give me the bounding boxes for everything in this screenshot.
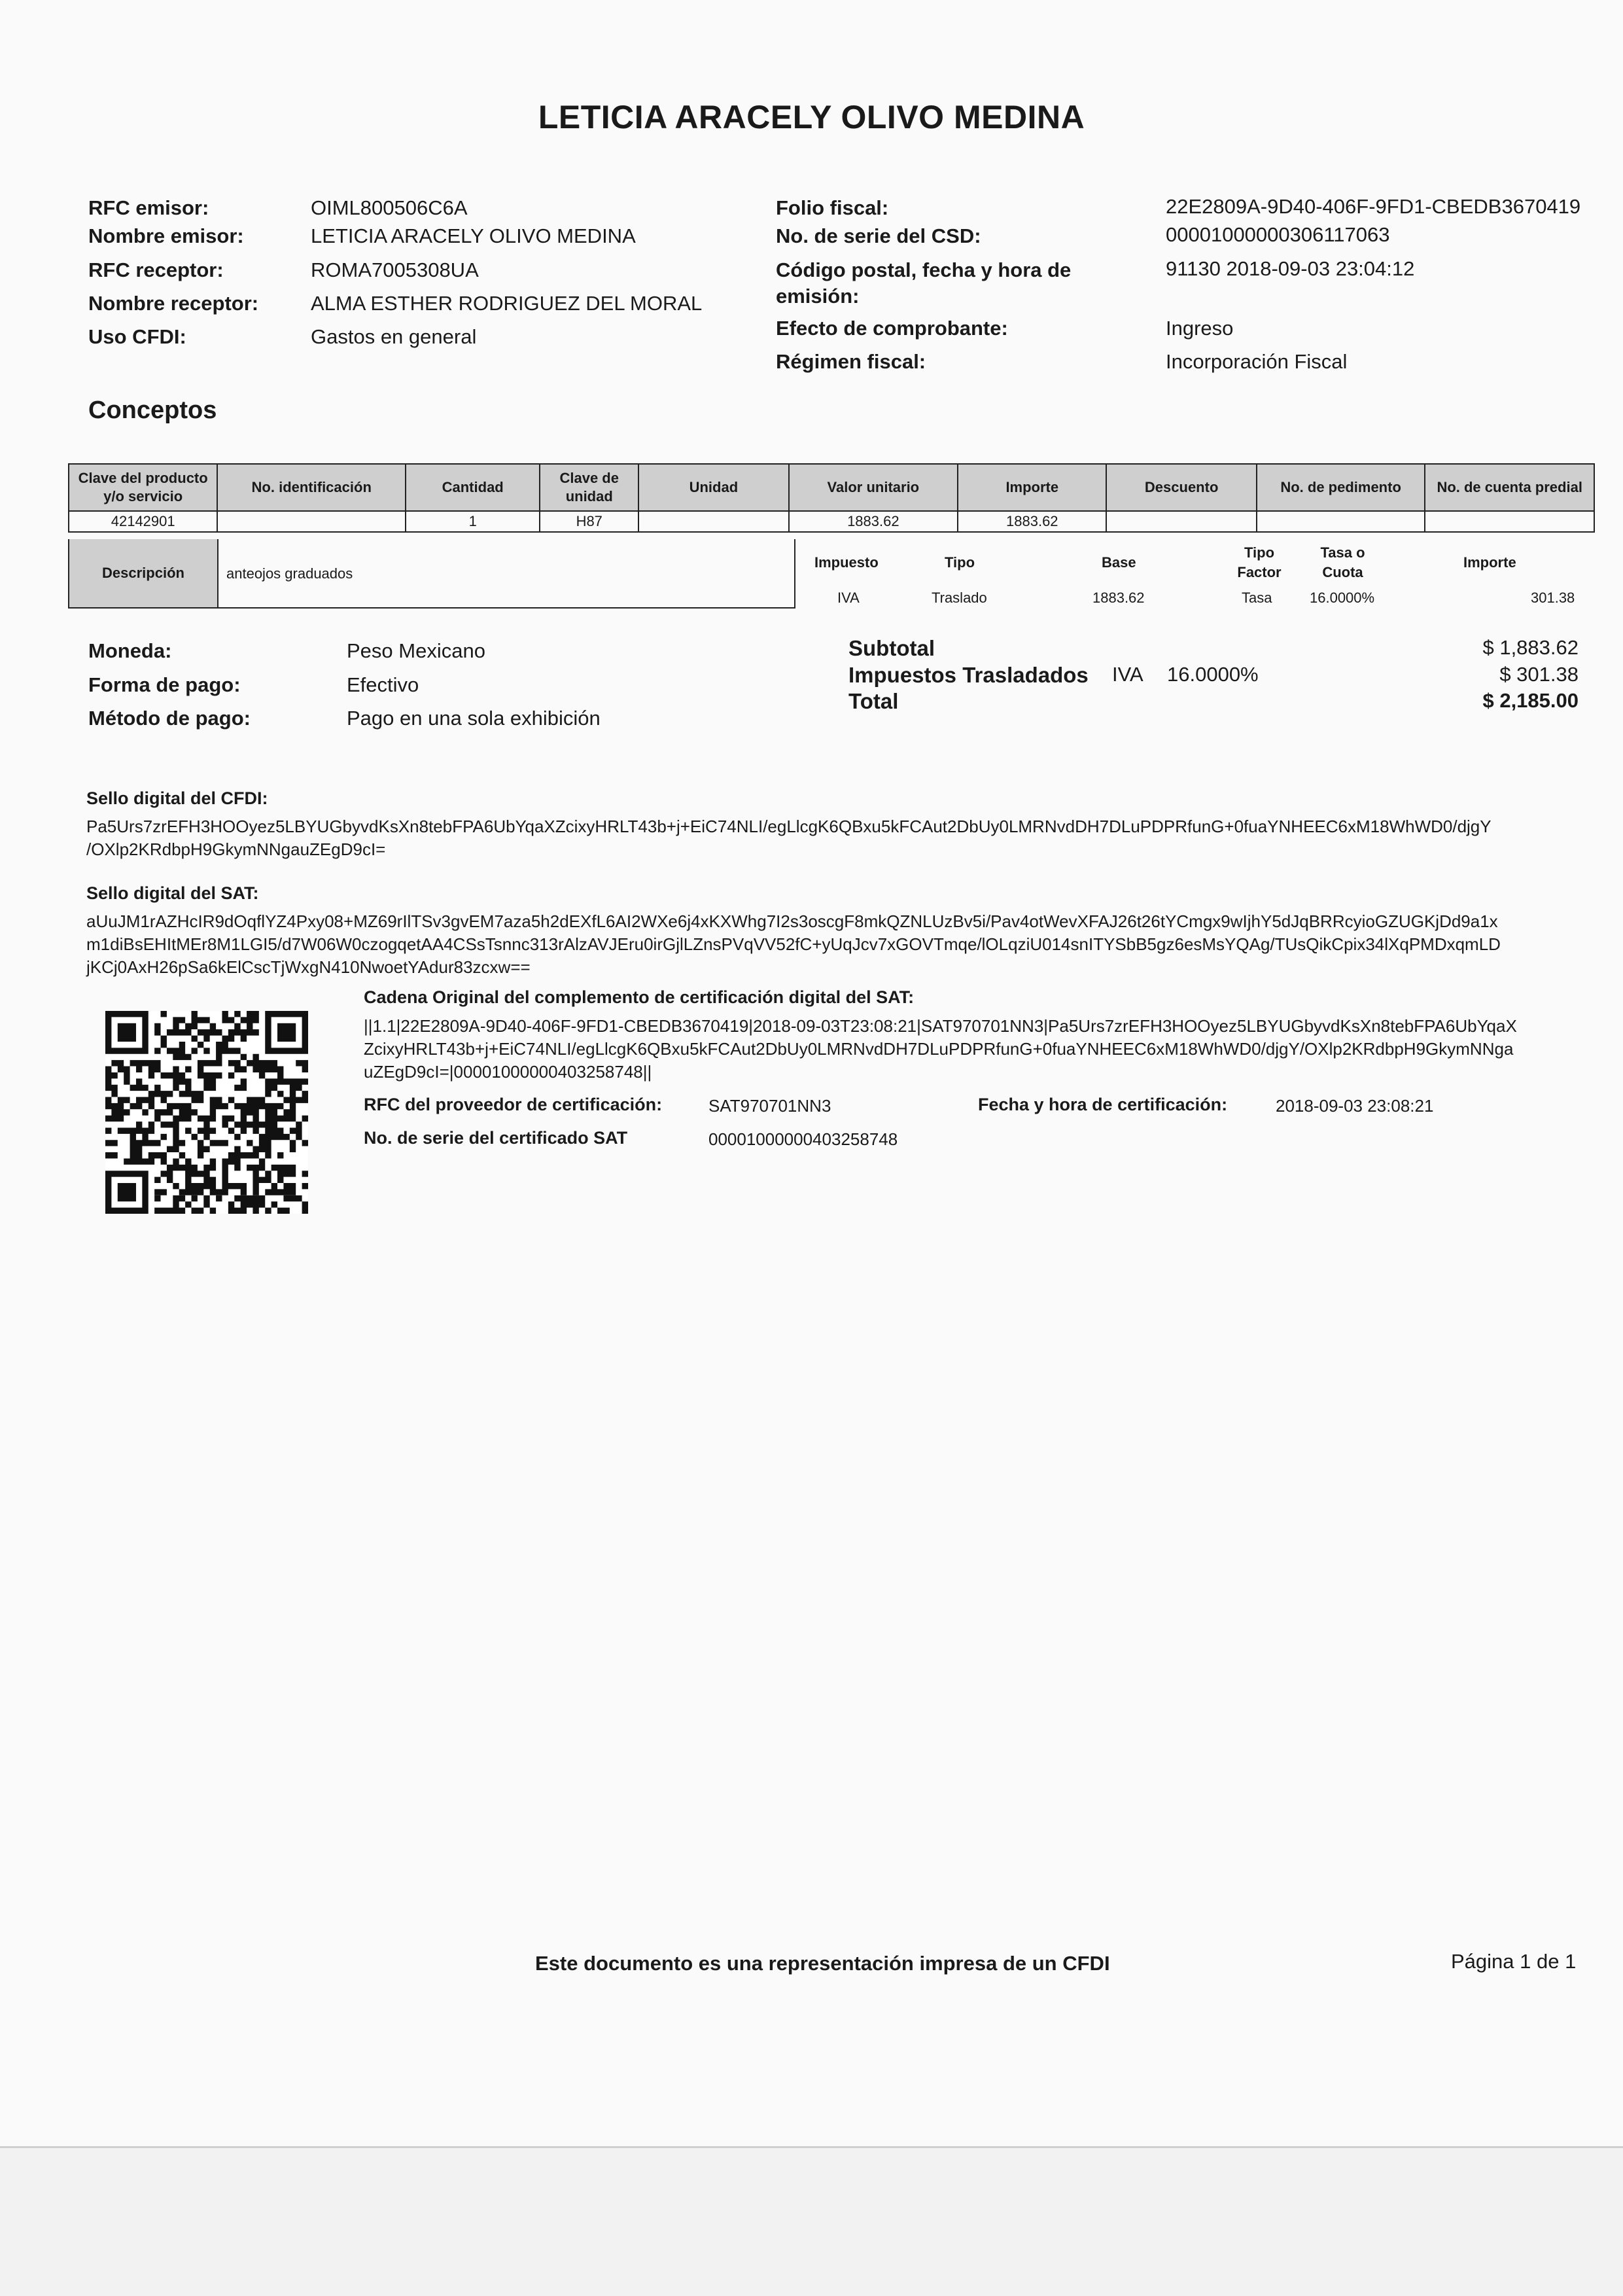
total-label: Total [848, 689, 899, 713]
descripcion-label: Descripción [69, 539, 218, 607]
impuestos-trasladados-tasa: 16.0000% [1167, 663, 1259, 686]
cp-fecha-label-line1: Código postal, fecha y hora de [776, 258, 1072, 281]
moneda-value: Peso Mexicano [347, 639, 485, 662]
col-header: Cantidad [406, 464, 540, 511]
descripcion-box [68, 539, 795, 609]
cadena-original-line: ||1.1|22E2809A-9D40-406F-9FD1-CBEDB3670419|2018-09-03T23:08:21|SAT970701NN3|Pa5Urs7zrEFH3HOOyez5LBYUGbyvdKsXn8tebFPA6UbYqaX [364, 1016, 1517, 1036]
cp-fecha-value: 91130 2018-09-03 23:04:12 [1166, 257, 1415, 280]
metodo-pago-label: Método de pago: [88, 707, 251, 730]
table-cell: 1883.62 [789, 511, 958, 532]
subtotal-label: Subtotal [848, 636, 935, 660]
rfc-receptor-value: ROMA7005308UA [311, 258, 479, 281]
qr-finder-pattern [105, 1171, 148, 1214]
serie-csd-value: 00001000000306117063 [1166, 223, 1390, 246]
col-header: Clave de unidad [540, 464, 638, 511]
rfc-proveedor-label: RFC del proveedor de certificación: [364, 1095, 663, 1114]
regimen-label: Régimen fiscal: [776, 350, 926, 373]
nombre-emisor-value: LETICIA ARACELY OLIVO MEDINA [311, 224, 636, 247]
descripcion-value: anteojos graduados [226, 565, 353, 582]
tax-tasa: 16.0000% [1310, 590, 1375, 606]
moneda-label: Moneda: [88, 639, 172, 662]
sello-cfdi-label: Sello digital del CFDI: [86, 788, 268, 808]
cadena-original-line: uZEgD9cI=|00001000000403258748|| [364, 1062, 652, 1082]
tax-impuesto: IVA [837, 590, 860, 606]
uso-cfdi-label: Uso CFDI: [88, 325, 186, 348]
table-cell [1106, 511, 1256, 532]
col-header: Descuento [1106, 464, 1256, 511]
col-header: No. de cuenta predial [1425, 464, 1594, 511]
tax-header-impuesto: Impuesto [814, 554, 879, 571]
impuestos-trasladados-tipo: IVA [1112, 663, 1143, 686]
sello-cfdi-value [86, 815, 1597, 861]
cp-fecha-label-line2: emisión: [776, 285, 860, 308]
efecto-label: Efecto de comprobante: [776, 317, 1008, 340]
rfc-emisor-value: OIML800506C6A [311, 196, 468, 219]
tax-base: 1883.62 [1092, 590, 1145, 606]
nombre-receptor-value: ALMA ESTHER RODRIGUEZ DEL MORAL [311, 292, 703, 315]
tax-header-tipo-factor [1230, 543, 1289, 582]
fecha-certificacion-label: Fecha y hora de certificación: [978, 1095, 1228, 1114]
table-row [69, 511, 1594, 532]
sello-sat-line: m1diBsEHItMEr8M1LGI5/d7W06W0czogqetAA4CSsTsnnc313rAlzAVJEru0irGjlLZnsPVqVV52fC+yUqJcv7xGOVTmqe/lOLqziU014snITYSbB5gz6esMsYQAg/TUsQikCpix34lXqPMDxqmLD [86, 934, 1501, 954]
page-number: Página 1 de 1 [1451, 1950, 1577, 1973]
tax-header-tipo: Tipo [945, 554, 975, 571]
qr-finder-pattern [265, 1011, 308, 1054]
rfc-proveedor-value: SAT970701NN3 [708, 1096, 831, 1116]
serie-certificado-sat-value: 00001000000403258748 [708, 1129, 898, 1149]
table-cell: 1883.62 [958, 511, 1106, 532]
sello-sat-line: jKCj0AxH26pSa6kElCscTjWxgN410NwoetYAdur83zcxw== [86, 957, 531, 977]
table-cell [217, 511, 406, 532]
qr-finder-pattern [105, 1011, 148, 1054]
nombre-emisor-label: Nombre emisor: [88, 224, 244, 247]
col-header: Unidad [638, 464, 788, 511]
serie-csd-label: No. de serie del CSD: [776, 224, 981, 247]
col-header: No. identificación [217, 464, 406, 511]
col-header: No. de pedimento [1257, 464, 1425, 511]
tax-tipo-factor: Tasa [1242, 590, 1272, 606]
forma-pago-value: Efectivo [347, 673, 419, 696]
sello-cfdi-line: Pa5Urs7zrEFH3HOOyez5LBYUGbyvdKsXn8tebFPA6UbYqaXZcixyHRLT43b+j+EiC74NLI/egLlcgK6QBxu5kFCAut2DbUy0LMRNvdDH7DLuPDPRfunG+0fuaYNHEEC6xM18WhWD0/djgY [86, 817, 1492, 836]
table-cell [638, 511, 788, 532]
tax-header-tasa-line1: Tasa o [1320, 544, 1365, 561]
impuestos-trasladados-label: Impuestos Trasladados [848, 663, 1089, 687]
qr-code [105, 1011, 308, 1214]
footer-note: Este documento es una representación impresa de un CFDI [535, 1952, 1110, 1975]
sello-cfdi-line: /OXlp2KRdbpH9GkymNNgauZEgD9cI= [86, 839, 386, 859]
impuestos-trasladados-value: $ 301.38 [1499, 663, 1579, 686]
tax-header-importe: Importe [1463, 554, 1516, 571]
table-cell: H87 [540, 511, 638, 532]
tax-importe: 301.38 [1531, 590, 1575, 606]
sello-sat-value [86, 910, 1597, 979]
nombre-receptor-label: Nombre receptor: [88, 292, 259, 315]
sello-sat-line: aUuJM1rAZHcIR9dOqflYZ4Pxy08+MZ69rIlTSv3gvEM7aza5h2dEXfL6AI2WXe6j4xKXWhg7I2s3oscgF8mkQZNLUzBv5i/Pav4otWevXFAJ26t26tYCmgx9wIjhY5dJqBRRcyioGZUGKjDd9a1x [86, 911, 1498, 931]
col-header: Clave del producto y/o servicio [69, 464, 217, 511]
table-header-row [69, 464, 1594, 511]
efecto-value: Ingreso [1166, 317, 1234, 340]
sello-sat-label: Sello digital del SAT: [86, 883, 259, 903]
tax-header-tasa-line2: Cuota [1322, 564, 1363, 580]
forma-pago-label: Forma de pago: [88, 673, 241, 696]
rfc-receptor-label: RFC receptor: [88, 258, 224, 281]
tax-header-tasa [1308, 543, 1377, 582]
cadena-original-line: ZcixyHRLT43b+j+EiC74NLI/egLlcgK6QBxu5kFCAut2DbUy0LMRNvdDH7DLuPDPRfunG+0fuaYNHEEC6xM18WhWD0/djgY/OXlp2KRdbpH9GkymNNga [364, 1039, 1514, 1059]
table-cell [1257, 511, 1425, 532]
cadena-original-label: Cadena Original del complemento de certificación digital del SAT: [364, 987, 915, 1007]
tax-header-tipo-factor-line1: Tipo [1244, 544, 1275, 561]
scan-bottom-area [0, 2148, 1623, 2296]
uso-cfdi-value: Gastos en general [311, 325, 477, 348]
rfc-emisor-label: RFC emisor: [88, 196, 209, 219]
col-header: Importe [958, 464, 1106, 511]
table-cell: 1 [406, 511, 540, 532]
serie-certificado-sat-label: No. de serie del certificado SAT [364, 1128, 628, 1148]
folio-fiscal-value: 22E2809A-9D40-406F-9FD1-CBEDB3670419 [1166, 195, 1581, 218]
tax-header-tipo-factor-line2: Factor [1237, 564, 1282, 580]
metodo-pago-value: Pago en una sola exhibición [347, 707, 601, 730]
table-cell [1425, 511, 1594, 532]
tax-tipo: Traslado [932, 590, 987, 606]
folio-fiscal-label: Folio fiscal: [776, 196, 889, 219]
table-cell: 42142901 [69, 511, 217, 532]
tax-header-base: Base [1102, 554, 1136, 571]
total-value: $ 2,185.00 [1482, 689, 1579, 712]
page-title: LETICIA ARACELY OLIVO MEDINA [538, 99, 1085, 135]
col-header: Valor unitario [789, 464, 958, 511]
regimen-value: Incorporación Fiscal [1166, 350, 1348, 373]
cadena-original-value [364, 1015, 1600, 1084]
fecha-certificacion-value: 2018-09-03 23:08:21 [1276, 1096, 1434, 1116]
subtotal-value: $ 1,883.62 [1482, 636, 1579, 659]
conceptos-table [68, 463, 1595, 533]
conceptos-heading: Conceptos [88, 397, 217, 424]
